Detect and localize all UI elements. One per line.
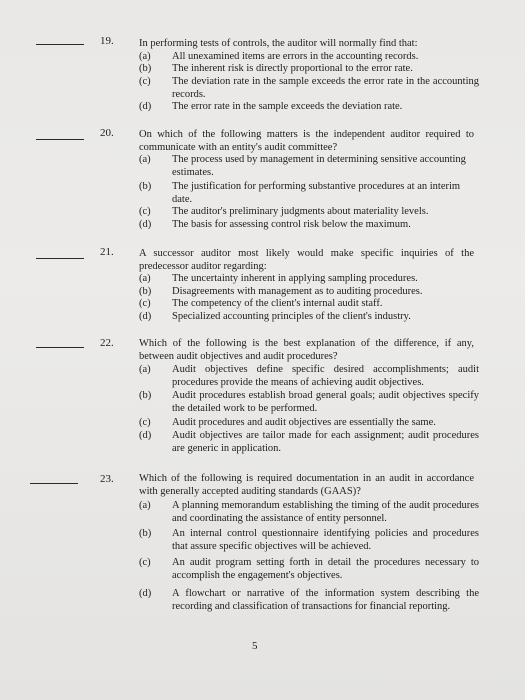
option-label: (c) xyxy=(139,206,151,217)
answer-blank[interactable] xyxy=(36,44,84,45)
option-label: (a) xyxy=(139,500,151,511)
option-text: All unexamined items are errors in the accounting records. xyxy=(172,51,419,62)
option-label: (d) xyxy=(139,219,152,230)
option-label: (d) xyxy=(139,430,152,441)
question-number: 22. xyxy=(100,337,114,349)
option-label: (b) xyxy=(139,63,152,74)
option-d xyxy=(139,588,479,613)
option-c xyxy=(139,557,479,582)
option-a xyxy=(139,273,479,286)
option-label: (b) xyxy=(139,286,152,297)
option-b xyxy=(139,181,479,206)
question-number: 20. xyxy=(100,127,114,139)
option-a xyxy=(139,154,479,179)
option-a xyxy=(139,364,479,389)
option-label: (c) xyxy=(139,298,151,309)
option-text: The inherent risk is directly proportional to the error rate. xyxy=(172,63,413,74)
option-d xyxy=(139,219,479,232)
option-text: The auditor's preliminary judgments about materiality levels. xyxy=(172,206,429,217)
option-text: Audit objectives are tailor made for each assignment; audit procedures are generic in application. xyxy=(172,430,479,454)
option-label: (b) xyxy=(139,181,152,192)
option-label: (b) xyxy=(139,390,152,401)
question-stem: A successor auditor most likely would make specific inquiries of the predecessor auditor regarding: xyxy=(139,248,474,272)
option-label: (b) xyxy=(139,528,152,539)
question-stem: Which of the following is the best explanation of the difference, if any, between audit objectives and audit procedures? xyxy=(139,338,474,362)
option-text: A flowchart or narrative of the information system describing the recording and classification of transactions for financial reporting. xyxy=(172,588,479,612)
option-text: An internal control questionnaire identifying policies and procedures that assure specific objectives will be achieved. xyxy=(172,528,479,552)
option-label: (a) xyxy=(139,154,151,165)
question-stem: On which of the following matters is the independent auditor required to communicate with an entity's audit committee? xyxy=(139,129,474,153)
option-label: (a) xyxy=(139,364,151,375)
question-stem: In performing tests of controls, the auditor will normally find that: xyxy=(139,38,418,49)
option-d xyxy=(139,430,479,455)
option-text: The uncertainty inherent in applying sampling procedures. xyxy=(172,273,418,284)
option-text: The justification for performing substantive procedures at an interim date. xyxy=(172,181,461,205)
option-c xyxy=(139,76,479,101)
option-text: Audit procedures and audit objectives are essentially the same. xyxy=(172,417,436,428)
option-text: Disagreements with management as to auditing procedures. xyxy=(172,286,423,297)
option-label: (d) xyxy=(139,101,152,112)
option-b xyxy=(139,528,479,553)
question-number: 23. xyxy=(100,473,114,485)
option-label: (d) xyxy=(139,588,152,599)
option-text: The error rate in the sample exceeds the deviation rate. xyxy=(172,101,403,112)
option-b xyxy=(139,390,479,415)
question-number: 19. xyxy=(100,35,114,47)
option-label: (c) xyxy=(139,557,151,568)
option-label: (d) xyxy=(139,311,152,322)
option-a xyxy=(139,500,479,525)
option-text: The process used by management in determining sensitive accounting estimates. xyxy=(172,154,466,178)
option-text: Audit objectives define specific desired accomplishments; audit procedures provide the means of achieving audit objectives. xyxy=(172,364,479,388)
option-text: A planning memorandum establishing the timing of the audit procedures and coordinating the assistance of entity personnel. xyxy=(172,500,479,524)
answer-blank[interactable] xyxy=(36,347,84,348)
page-number: 5 xyxy=(252,640,258,652)
question-number: 21. xyxy=(100,246,114,258)
option-c xyxy=(139,417,479,430)
option-text: Audit procedures establish broad general goals; audit objectives specify the detailed work to be performed. xyxy=(172,390,479,414)
option-label: (a) xyxy=(139,273,151,284)
option-label: (a) xyxy=(139,51,151,62)
question-stem: Which of the following is required documentation in an audit in accordance with generally accepted auditing standards (GAAS)? xyxy=(139,473,474,497)
option-text: The deviation rate in the sample exceeds the error rate in the accounting records. xyxy=(172,76,479,100)
option-label: (c) xyxy=(139,76,151,87)
option-a xyxy=(139,51,479,64)
answer-blank[interactable] xyxy=(30,483,78,484)
option-d xyxy=(139,101,479,114)
option-b xyxy=(139,286,479,299)
option-text: The competency of the client's internal audit staff. xyxy=(172,298,383,309)
option-text: An audit program setting forth in detail the procedures necessary to accomplish the engagement's objectives. xyxy=(172,557,479,581)
option-text: Specialized accounting principles of the client's industry. xyxy=(172,311,411,322)
option-label: (c) xyxy=(139,417,151,428)
option-b xyxy=(139,63,479,76)
answer-blank[interactable] xyxy=(36,139,84,140)
option-d xyxy=(139,311,479,324)
option-c xyxy=(139,206,479,219)
answer-blank[interactable] xyxy=(36,258,84,259)
option-c xyxy=(139,298,479,311)
option-text: The basis for assessing control risk below the maximum. xyxy=(172,219,411,230)
